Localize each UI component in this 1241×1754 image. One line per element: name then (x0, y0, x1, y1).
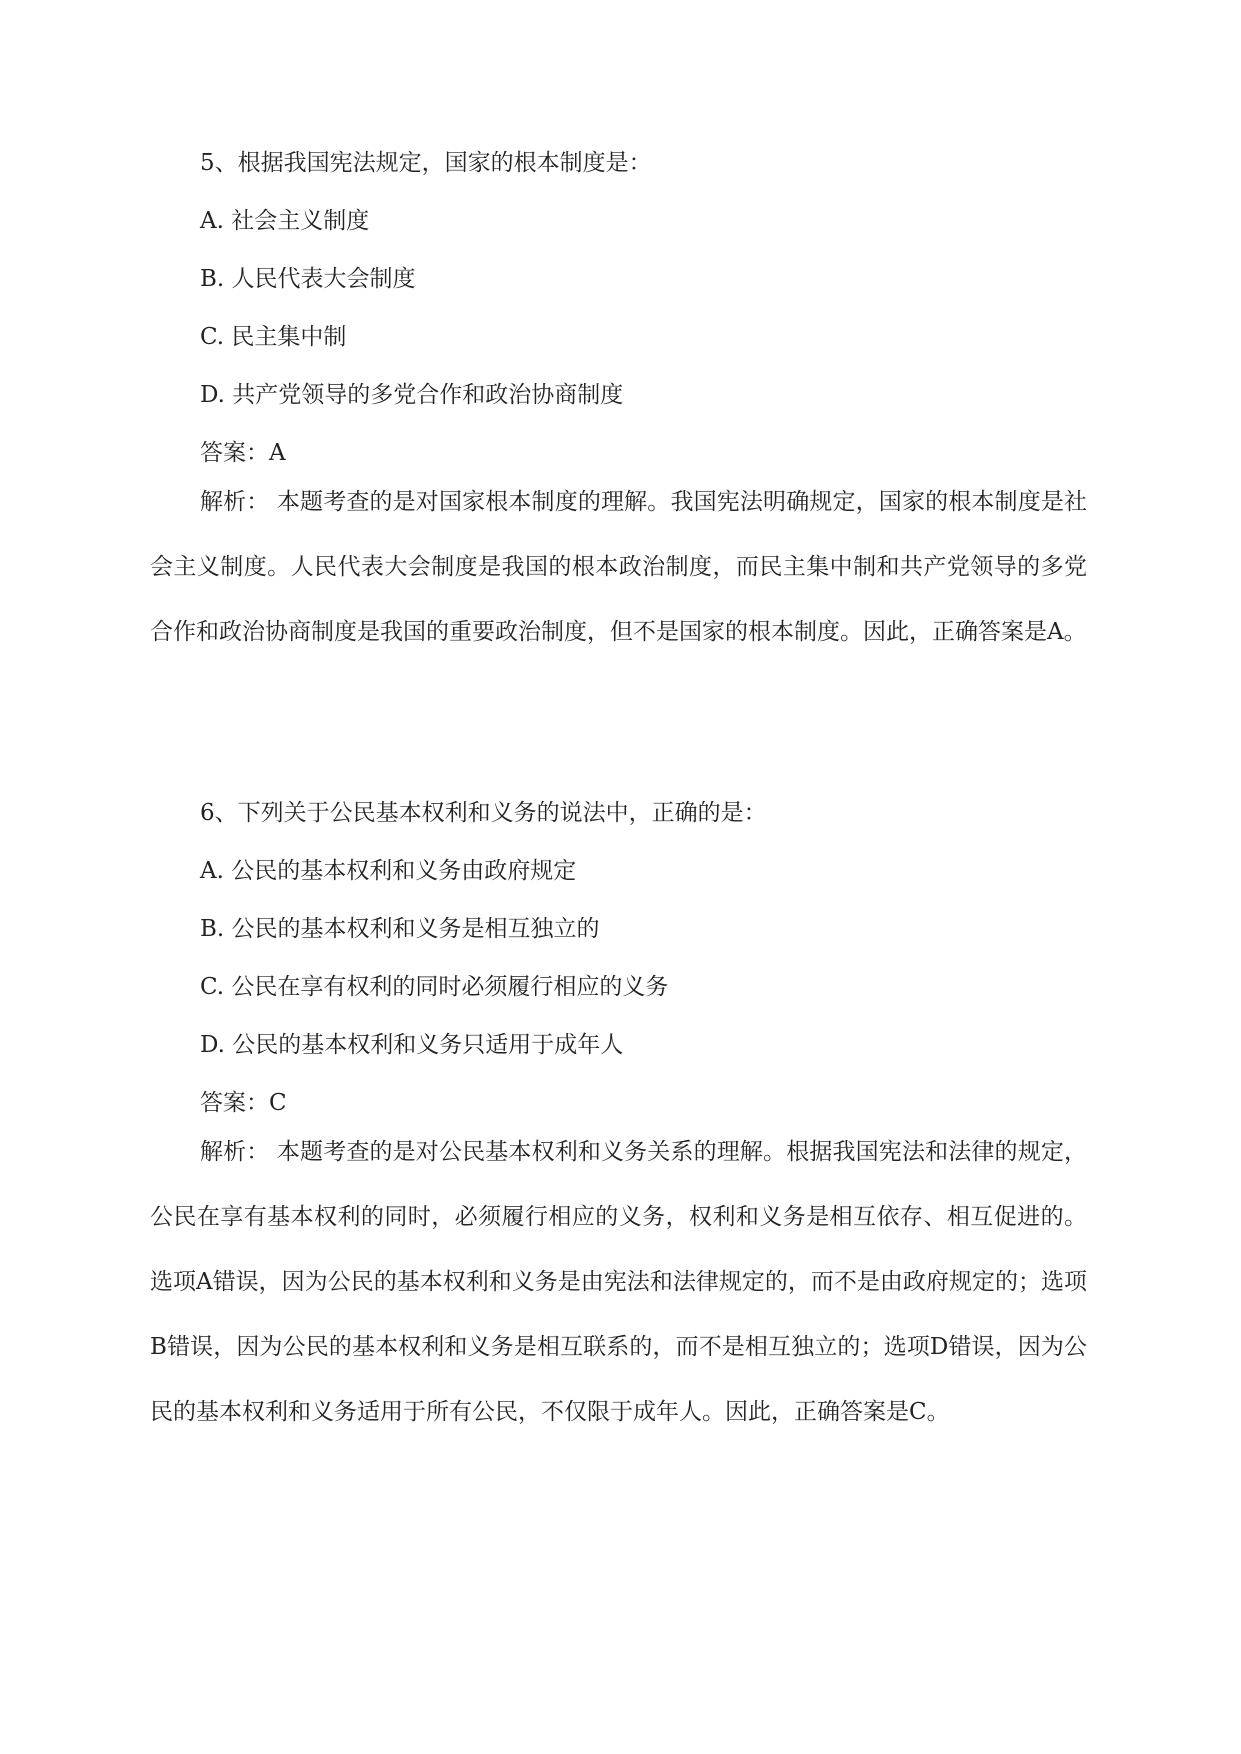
question-stem: 6、下列关于公民基本权利和义务的说法中，正确的是： (200, 800, 767, 826)
explanation-paragraph: 解析： 本题考查的是对公民基本权利和义务关系的理解。根据我国宪法和法律的规定，公民在享有基本权利的同时，必须履行相应的义务，权利和义务是相互依存、相互促进的。选项A错误，因为公民的基本权利和义务是由宪法和法律规定的，而不是由政府规定的；选项B错误，因为公民的基本权利和义务是相互联系的，而不是相互独立的；选项D错误，因为公民的基本权利和义务适用于所有公民，不仅限于成年人。因此，正确答案是C。 (150, 1139, 1087, 1425)
option-d: D. 共产党领导的多党合作和政治协商制度 (200, 382, 624, 408)
question-stem: 5、根据我国宪法规定，国家的根本制度是： (200, 150, 652, 176)
answer-line: 答案：C (200, 1090, 287, 1116)
option-c: C. 公民在享有权利的同时必须履行相应的义务 (200, 974, 669, 1000)
option-a: A. 公民的基本权利和义务由政府规定 (200, 858, 577, 884)
option-c: C. 民主集中制 (200, 324, 347, 350)
option-b: B. 公民的基本权利和义务是相互独立的 (200, 916, 600, 942)
answer-line: 答案：A (200, 440, 286, 466)
option-d: D. 公民的基本权利和义务只适用于成年人 (200, 1032, 624, 1058)
explanation-paragraph: 解析： 本题考查的是对国家根本制度的理解。我国宪法明确规定，国家的根本制度是社会主义制度。人民代表大会制度是我国的根本政治制度，而民主集中制和共产党领导的多党合作和政治协商制度是我国的重要政治制度，但不是国家的根本制度。因此，正确答案是A。 (150, 489, 1087, 645)
option-a: A. 社会主义制度 (200, 208, 370, 234)
option-b: B. 人民代表大会制度 (200, 266, 416, 292)
